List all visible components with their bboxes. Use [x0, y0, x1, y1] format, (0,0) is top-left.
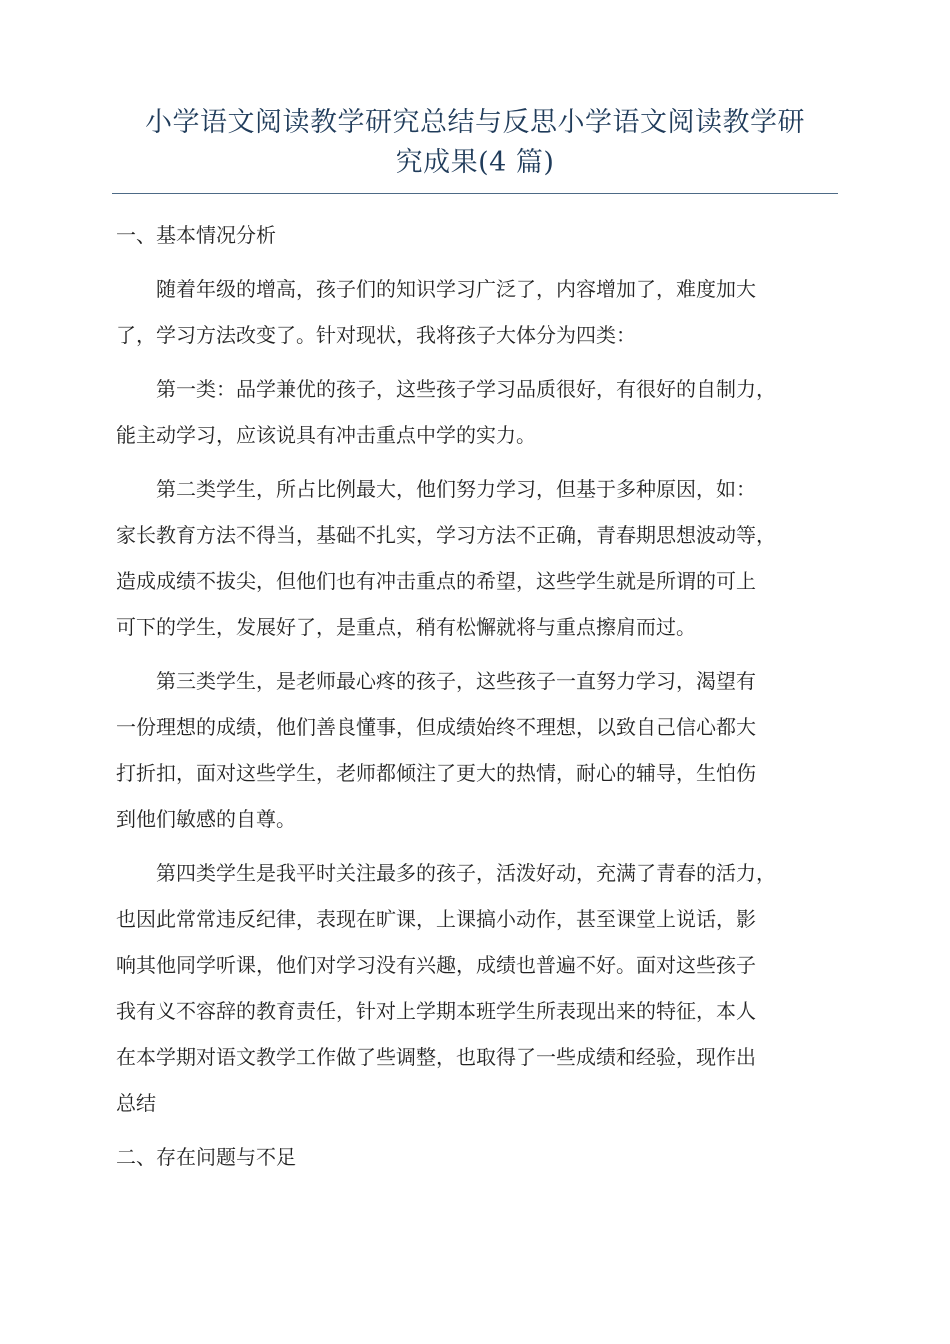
paragraph-intro [116, 266, 842, 358]
section-heading-problems: 二、存在问题与不足 [116, 1145, 296, 1169]
paragraph-line: 造成成绩不拔尖，但他们也有冲击重点的希望，这些学生就是所谓的可上 [116, 569, 756, 593]
paragraph-line: 也因此常常违反纪律，表现在旷课，上课搞小动作，甚至课堂上说话，影 [116, 907, 756, 931]
paragraph-category-4 [116, 850, 842, 1126]
title-line: 究成果(4 篇) [395, 147, 555, 178]
paragraph-line: 能主动学习，应该说具有冲击重点中学的实力。 [116, 423, 536, 447]
section-heading-basic-situation: 一、基本情况分析 [116, 223, 276, 247]
paragraph-line: 了，学习方法改变了。针对现状，我将孩子大体分为四类： [116, 323, 636, 347]
paragraph-category-1 [116, 366, 842, 458]
paragraph-line: 一份理想的成绩，他们善良懂事，但成绩始终不理想，以致自己信心都大 [116, 715, 756, 739]
paragraph-line: 第四类学生是我平时关注最多的孩子，活泼好动，充满了青春的活力， [156, 861, 776, 885]
paragraph-line: 第三类学生，是老师最心疼的孩子，这些孩子一直努力学习，渴望有 [156, 669, 756, 693]
paragraph-category-3 [116, 658, 842, 842]
title-line: 小学语文阅读教学研究总结与反思小学语文阅读教学研 [145, 107, 805, 138]
paragraph-line: 在本学期对语文教学工作做了些调整，也取得了一些成绩和经验，现作出 [116, 1045, 756, 1069]
title-divider [112, 193, 838, 194]
document-title [112, 103, 838, 183]
paragraph-line: 总结 [116, 1091, 156, 1115]
paragraph-line: 第二类学生，所占比例最大，他们努力学习，但基于多种原因，如： [156, 477, 756, 501]
paragraph-line: 我有义不容辞的教育责任，针对上学期本班学生所表现出来的特征，本人 [116, 999, 756, 1023]
paragraph-line: 随着年级的增高，孩子们的知识学习广泛了，内容增加了，难度加大 [156, 277, 756, 301]
paragraph-line: 可下的学生，发展好了，是重点，稍有松懈就将与重点擦肩而过。 [116, 615, 696, 639]
paragraph-line: 响其他同学听课，他们对学习没有兴趣，成绩也普遍不好。面对这些孩子 [116, 953, 756, 977]
paragraph-line: 第一类：品学兼优的孩子，这些孩子学习品质很好，有很好的自制力， [156, 377, 776, 401]
paragraph-line: 家长教育方法不得当，基础不扎实，学习方法不正确，青春期思想波动等， [116, 523, 776, 547]
paragraph-line: 到他们敏感的自尊。 [116, 807, 296, 831]
document-body [116, 212, 842, 1188]
paragraph-category-2 [116, 466, 842, 650]
paragraph-line: 打折扣，面对这些学生，老师都倾注了更大的热情，耐心的辅导，生怕伤 [116, 761, 756, 785]
